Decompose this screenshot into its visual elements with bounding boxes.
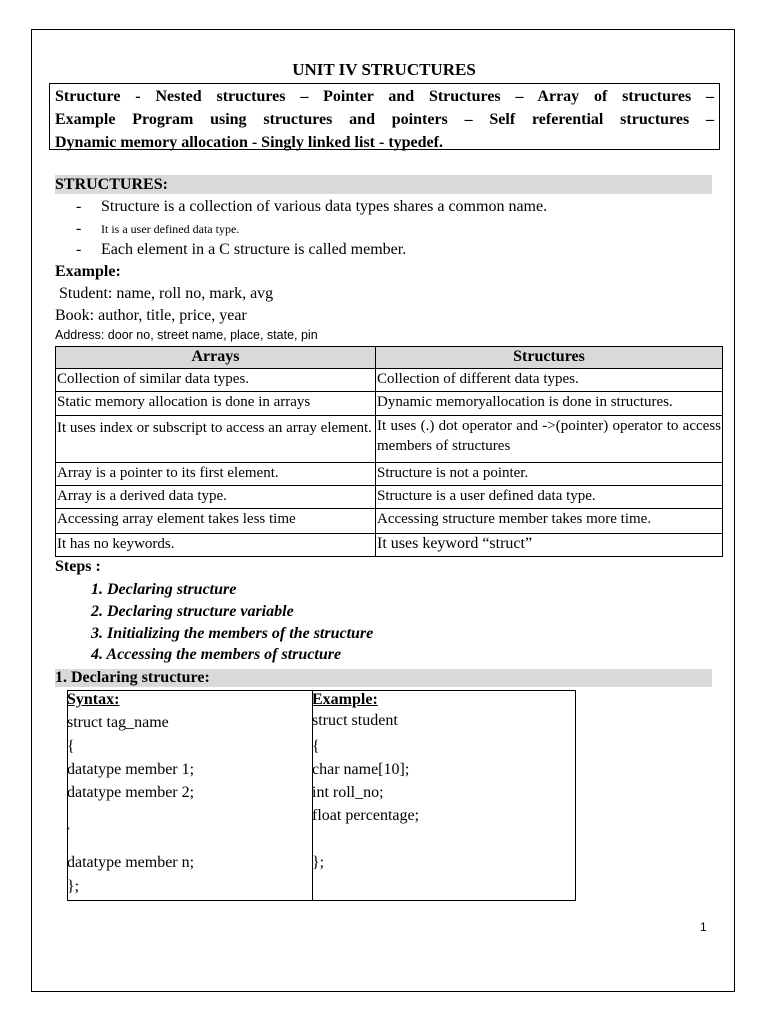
step-item: 3. Initializing the members of the structure <box>91 625 374 642</box>
bullet-item: - It is a user defined data type. <box>76 220 240 237</box>
example-code-line: { <box>312 738 320 755</box>
example-student: Student: name, roll no, mark, avg <box>55 285 274 302</box>
table-cell: Structure is not a pointer. <box>376 463 723 486</box>
bullet-text: It is a user defined data type. <box>101 222 240 236</box>
table-cell: It has no keywords. <box>56 534 376 557</box>
example-code-heading: Example: <box>312 691 378 708</box>
syntax-line: datatype member 2; <box>67 784 195 801</box>
table-cell: Array is a pointer to its first element. <box>56 463 376 486</box>
table-row <box>56 416 723 463</box>
table-cell: Collection of different data types. <box>376 369 723 392</box>
example-code-line: }; <box>312 854 325 871</box>
topics-line: Example Program using structures and pointers – Self referential structures – <box>55 111 714 128</box>
header-structures: Structures <box>376 347 723 369</box>
table-row <box>56 486 723 509</box>
example-code-line: char name[10]; <box>312 761 410 778</box>
syntax-line: datatype member 1; <box>67 761 195 778</box>
table-cell: Structure is a user defined data type. <box>376 486 723 509</box>
comparison-table <box>55 346 723 557</box>
page-number: 1 <box>700 920 707 934</box>
table-cell: Accessing structure member takes more time. <box>376 509 723 534</box>
topics-box <box>49 83 720 150</box>
syntax-line: }; <box>67 878 80 895</box>
table-cell: It uses keyword “struct” <box>376 534 723 557</box>
table-row <box>56 463 723 486</box>
header-arrays: Arrays <box>56 347 376 369</box>
table-row <box>56 392 723 416</box>
example-address: Address: door no, street name, place, state, pin <box>55 328 318 342</box>
table-row <box>56 369 723 392</box>
syntax-line: struct tag_name <box>67 714 169 731</box>
steps-heading: Steps : <box>55 558 101 575</box>
table-cell: Array is a derived data type. <box>56 486 376 509</box>
example-heading: Example: <box>55 263 121 280</box>
example-code-line: float percentage; <box>312 807 420 824</box>
step-item: 4. Accessing the members of structure <box>91 646 342 663</box>
syntax-line: ‘ <box>67 826 71 837</box>
table-cell: Accessing array element takes less time <box>56 509 376 534</box>
bullet-text: Structure is a collection of various data types shares a common name. <box>101 198 548 215</box>
bullet-text: Each element in a C structure is called member. <box>101 241 407 258</box>
table-cell: Dynamic memoryallocation is done in structures. <box>376 392 723 416</box>
topics-line: Structure - Nested structures – Pointer and Structures – Array of structures – <box>55 88 714 105</box>
table-cell: Static memory allocation is done in arrays <box>56 392 376 416</box>
syntax-line: datatype member n; <box>67 854 195 871</box>
example-code-line: struct student <box>312 712 398 729</box>
example-code-line: int roll_no; <box>312 784 384 801</box>
declaring-structure-heading: 1. Declaring structure: <box>55 669 712 687</box>
table-row <box>56 534 723 557</box>
structures-heading: STRUCTURES: <box>55 175 712 194</box>
step-item: 2. Declaring structure variable <box>91 603 294 620</box>
step-item: 1. Declaring structure <box>91 581 237 598</box>
table-row <box>56 509 723 534</box>
table-cell: It uses (.) dot operator and ->(pointer) operator to access members of structures <box>376 416 723 463</box>
table-cell: It uses index or subscript to access an array element. <box>56 416 376 463</box>
bullet-item: - Each element in a C structure is called member. <box>76 241 407 258</box>
topics-line: Dynamic memory allocation - Singly linked list - typedef. <box>55 134 443 151</box>
bullet-item: - Structure is a collection of various data types shares a common name. <box>76 198 548 215</box>
example-book: Book: author, title, price, year <box>55 307 247 324</box>
syntax-heading: Syntax: <box>67 691 120 708</box>
syntax-line: { <box>67 738 75 755</box>
table-header-row <box>56 347 723 369</box>
table-cell: Collection of similar data types. <box>56 369 376 392</box>
page-title: UNIT IV STRUCTURES <box>292 60 476 79</box>
